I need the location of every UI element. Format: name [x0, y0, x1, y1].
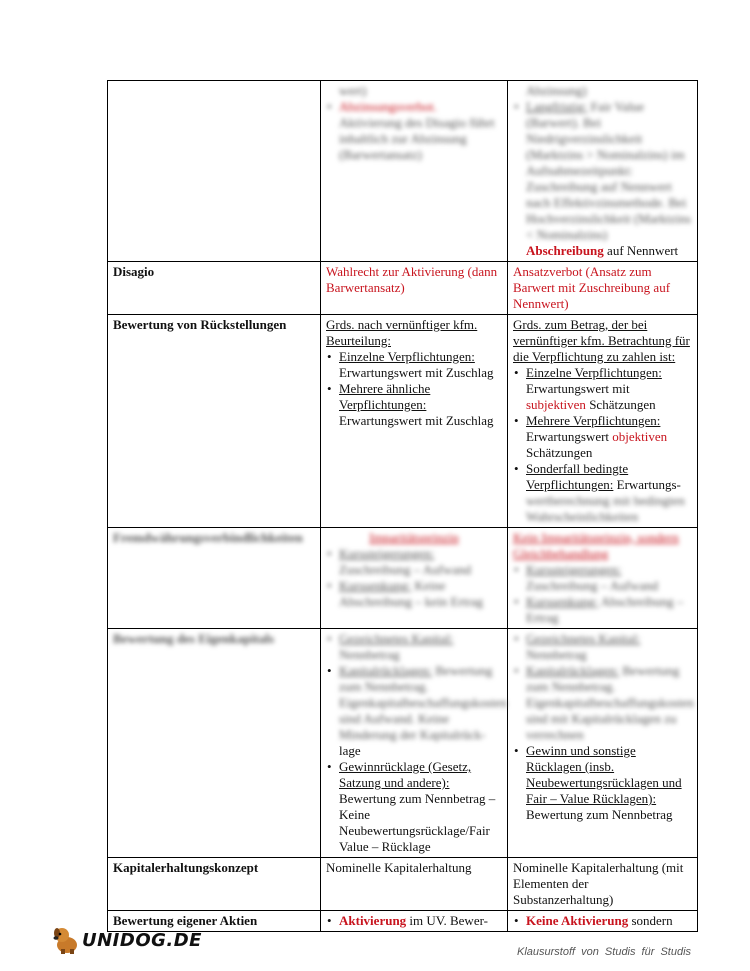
- list-item: • Kurssteigerungen: Zuschreibung – Aufwand: [339, 546, 502, 578]
- cell-intro: Grds. nach vernünftiger kfm. Beurteilung:: [326, 317, 478, 348]
- cell-hgb-rueckstellungen: [321, 315, 508, 528]
- list-item: • Abzinsungsverbot. Aktivierung des Disagio führt inhaltlich zur Abzinsung (Barwertansatz): [339, 99, 502, 163]
- cell-hgb-fremdwaehrung: Imparitätsprinzip • Kurssteigerungen: Zuschreibung – Aufwand • Kurssenkung: Keine Abschreibung – kein Ertrag: [321, 528, 508, 629]
- list-item: • Einzelne Verpflichtungen: Erwartungswert mit Zuschlag: [339, 349, 502, 381]
- cell-ifrs-kapitalerhaltung: Nominelle Kapitalerhaltung (mit Elementen der Substanzerhaltung): [508, 858, 698, 911]
- red-text: Abschreibung: [526, 243, 604, 258]
- row-head-kapitalerhaltung: Kapitalerhaltungskonzept: [108, 858, 321, 911]
- table-row-rueckstellungen: [108, 315, 698, 528]
- list-item: • Kurssenkung: Abschreibung – Ertrag: [526, 594, 692, 626]
- list-item: • Keine Aktivierung sondern: [526, 913, 692, 929]
- list-item: • Gewinnrücklage (Gesetz, Satzung und andere): Bewertung zum Nennbetrag – Keine Neubewertungsrücklage/Fair Value – Rücklage: [339, 759, 502, 855]
- list-item: • Gezeichnetes Kapital: Nennbetrag: [526, 631, 692, 663]
- cell-text: wert): [339, 83, 367, 98]
- cell-text: auf Nennwert: [603, 243, 679, 258]
- list-item: • Mehrere Verpflichtungen: Erwartungswert objektiven Schätzungen: [526, 413, 692, 461]
- row-head-rueckstellungen: Bewertung von Rückstellungen: [108, 315, 321, 528]
- list-item: • Kurssteigerungen: Zuschreibung – Aufwand: [526, 562, 692, 594]
- row-head-disagio: Disagio: [108, 262, 321, 315]
- table-row-eigenkapital: [108, 629, 698, 858]
- comparison-table: [107, 80, 698, 932]
- cell-text: Abzinsung): [526, 83, 587, 98]
- list-item: • Kapitalrücklagen: Bewertung zum Nennbetrag. Eigenkapitalbeschaffungskosten sind mit Kapitalrücklagen zu verrechnen: [526, 663, 692, 743]
- cell-hgb-eigene-aktien: [321, 911, 508, 932]
- dog-icon: [52, 925, 80, 955]
- cell-intro: Grds. zum Betrag, der bei vernünftiger kfm. Betrachtung für die Verpflichtung zu zahlen ist:: [513, 317, 690, 364]
- list-item: • Langfristig: Fair Value (Barwert). Bei Niedrigverzinslichkeit (Marktzins > Nominalzins) im Aufnahmezeitpunkt: Zuschreibung auf Nennwert nach Effektivzinsmethode. Bei Hochverzinslichkeit (Marktzins < Nominalzins): [526, 99, 692, 243]
- row-head-eigenkapital: Bewertung des Eigenkapitals: [108, 629, 321, 858]
- cell-ifrs-eigenkapital: [508, 629, 698, 858]
- list-item: • Mehrere ähnliche Verpflichtungen: Erwartungswert mit Zuschlag: [339, 381, 502, 429]
- row-head-fremdwaehrung: Fremdwährungsverbindlichkeiten: [108, 528, 321, 629]
- cell-hgb-eigenkapital: [321, 629, 508, 858]
- list-item: • Aktivierung im UV. Bewer-: [339, 913, 502, 929]
- list-item: • Gewinn und sonstige Rücklagen (insb. Neubewertungsrücklagen und Fair – Value Rücklagen): Bewertung zum Nennbetrag: [526, 743, 692, 823]
- list-item: • Kurssenkung: Keine Abschreibung – kein Ertrag: [339, 578, 502, 610]
- cell-hgb-kapitalerhaltung: Nominelle Kapitalerhaltung: [321, 858, 508, 911]
- table-row-fremdwaehrung: [108, 528, 698, 629]
- cell-ifrs-disagio: Ansatzverbot (Ansatz zum Barwert mit Zuschreibung auf Nennwert): [508, 262, 698, 315]
- cell-ifrs-fremdwaehrung: Kein Imparitätsprinzip, sondern Gleichbehandlung • Kurssteigerungen: Zuschreibung – Aufwand • Kurssenkung: Abschreibung – Ertrag: [508, 528, 698, 629]
- cell-ifrs-eigene-aktien: [508, 911, 698, 932]
- cell-ifrs-rueckstellungen: [508, 315, 698, 528]
- list-item: • Einzelne Verpflichtungen: Erwartungswert mit subjektiven Schätzungen: [526, 365, 692, 413]
- unidog-logo[interactable]: [52, 925, 202, 955]
- table-row-kapitalerhaltung: [108, 858, 698, 911]
- cell-ifrs-abzinsung: [508, 81, 698, 262]
- cell-hgb-disagio: Wahlrecht zur Aktivierung (dann Barwertansatz): [321, 262, 508, 315]
- list-item: • Gezeichnetes Kapital: Nennbetrag: [339, 631, 502, 663]
- list-item: • Sonderfall bedingte Verpflichtungen: Erwartungs-wertberechnung mit bedingten Wahrscheinlichkeiten: [526, 461, 692, 525]
- logo-text: UNIDOG.DE: [82, 929, 202, 951]
- table-row-abzinsung: [108, 81, 698, 262]
- list-item: • Kapitalrücklagen: Bewertung zum Nennbetrag. Eigenkapitalbeschaffungskosten sind Aufwand. Keine Minderung der Kapitalrück- lage: [339, 663, 502, 759]
- cell-hgb-abzinsung: [321, 81, 508, 262]
- table-row-disagio: [108, 262, 698, 315]
- row-head-eigene-aktien: Bewertung eigener Aktien: [108, 911, 321, 932]
- footer-tagline: Klausurstoff von Studis für Studis: [517, 946, 692, 958]
- row-head-empty: [108, 81, 321, 262]
